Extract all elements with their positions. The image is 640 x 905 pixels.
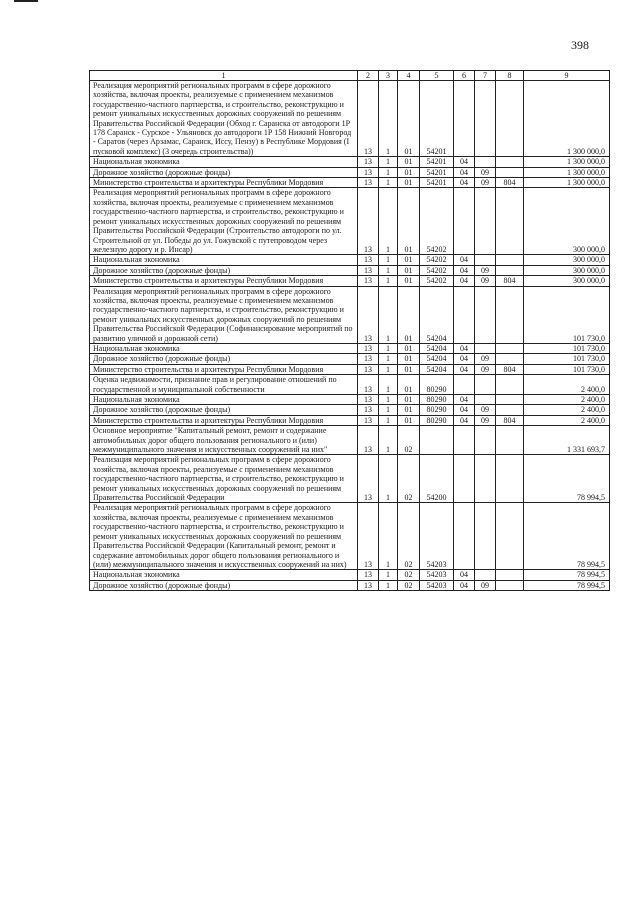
code-cell: 54203 [420,570,454,580]
code-cell [454,286,475,343]
code-cell: 01 [398,265,420,275]
table-row [90,178,610,188]
code-cell: 54200 [420,455,454,503]
description-cell: Реализация мероприятий региональных программ в сфере дорожного хозяйства, включая проекты, реализуемые с применением механизмов государственно-частного партнерства, и строительство, реконструкцию и ремонт уникальных искусственных дорожных сооружений по решениям Правительства Российской Федерации (Обход г. Саранска от автодороги 1Р 178 Саранск - Сурское - Ульяновск до автодороги 1Р 158 Нижний Новгород - Саратов (через Арзамас, Саранск, Иссу, Пензу) в Республике Мордовия (I пусковой комплекс) (3 очередь строительства)) [90,81,358,157]
code-cell [496,426,524,455]
code-cell [496,188,524,255]
code-cell: 13 [358,265,379,275]
code-cell [496,81,524,157]
amount-cell: 2 400,0 [524,395,610,405]
code-cell: 04 [454,167,475,177]
code-cell: 1 [379,503,398,570]
code-cell: 02 [398,426,420,455]
amount-cell: 300 000,0 [524,276,610,286]
code-cell: 09 [475,415,496,425]
code-cell: 13 [358,276,379,286]
description-cell: Национальная экономика [90,343,358,353]
code-cell: 01 [398,276,420,286]
code-cell: 04 [454,405,475,415]
amount-cell: 300 000,0 [524,255,610,265]
code-cell: 04 [454,343,475,353]
table-row [90,426,610,455]
header-cell: 9 [524,71,610,81]
code-cell: 54204 [420,364,454,374]
code-cell: 04 [454,364,475,374]
code-cell [475,395,496,405]
code-cell [496,455,524,503]
header-cell: 4 [398,71,420,81]
code-cell: 13 [358,455,379,503]
code-cell: 01 [398,405,420,415]
code-cell: 02 [398,570,420,580]
code-cell [454,426,475,455]
code-cell: 02 [398,455,420,503]
code-cell: 1 [379,580,398,590]
amount-cell: 2 400,0 [524,375,610,395]
code-cell [475,188,496,255]
table-row [90,354,610,364]
code-cell: 1 [379,255,398,265]
code-cell: 01 [398,395,420,405]
code-cell: 13 [358,167,379,177]
code-cell: 09 [475,354,496,364]
code-cell: 1 [379,178,398,188]
code-cell [496,375,524,395]
header-row [90,71,610,81]
amount-cell: 1 300 000,0 [524,178,610,188]
description-cell: Министерство строительства и архитектуры Республики Мордовия [90,415,358,425]
table-row [90,364,610,374]
table-row [90,580,610,590]
table-row [90,405,610,415]
amount-cell: 101 730,0 [524,364,610,374]
code-cell: 04 [454,255,475,265]
code-cell: 1 [379,188,398,255]
code-cell [454,81,475,157]
code-cell [454,455,475,503]
amount-cell: 1 300 000,0 [524,81,610,157]
amount-cell: 78 994,5 [524,570,610,580]
code-cell: 54201 [420,167,454,177]
table-row [90,415,610,425]
description-cell: Дорожное хозяйство (дорожные фонды) [90,167,358,177]
code-cell: 13 [358,364,379,374]
table-row [90,167,610,177]
description-cell: Национальная экономика [90,157,358,167]
header-cell: 5 [420,71,454,81]
header-cell: 8 [496,71,524,81]
code-cell: 13 [358,157,379,167]
code-cell: 13 [358,188,379,255]
code-cell: 80290 [420,395,454,405]
table-row [90,188,610,255]
code-cell: 01 [398,81,420,157]
amount-cell: 78 994,5 [524,503,610,570]
code-cell [496,255,524,265]
code-cell [454,503,475,570]
code-cell: 1 [379,354,398,364]
code-cell: 04 [454,276,475,286]
header-cell: 6 [454,71,475,81]
code-cell: 13 [358,286,379,343]
code-cell: 54202 [420,188,454,255]
code-cell: 13 [358,426,379,455]
code-cell: 01 [398,375,420,395]
code-cell: 1 [379,265,398,275]
code-cell: 04 [454,415,475,425]
code-cell: 13 [358,503,379,570]
code-cell [496,503,524,570]
code-cell: 80290 [420,375,454,395]
code-cell: 54201 [420,178,454,188]
code-cell: 09 [475,167,496,177]
code-cell: 13 [358,395,379,405]
description-cell: Министерство строительства и архитектуры Республики Мордовия [90,364,358,374]
code-cell: 1 [379,455,398,503]
budget-table [89,70,610,591]
table-row [90,265,610,275]
code-cell: 01 [398,286,420,343]
amount-cell: 101 730,0 [524,343,610,353]
amount-cell: 101 730,0 [524,286,610,343]
code-cell: 02 [398,580,420,590]
code-cell: 804 [496,364,524,374]
code-cell: 804 [496,178,524,188]
description-cell: Дорожное хозяйство (дорожные фонды) [90,405,358,415]
code-cell [475,157,496,167]
header-cell: 7 [475,71,496,81]
table-row [90,503,610,570]
code-cell: 54204 [420,343,454,353]
amount-cell: 1 300 000,0 [524,157,610,167]
code-cell: 01 [398,343,420,353]
code-cell [496,570,524,580]
code-cell: 54201 [420,81,454,157]
code-cell: 01 [398,157,420,167]
code-cell: 54203 [420,503,454,570]
table-row [90,286,610,343]
code-cell: 1 [379,405,398,415]
code-cell [496,354,524,364]
code-cell [496,286,524,343]
code-cell: 1 [379,364,398,374]
amount-cell: 101 730,0 [524,354,610,364]
code-cell: 1 [379,286,398,343]
code-cell: 54203 [420,580,454,590]
code-cell: 54201 [420,157,454,167]
code-cell: 804 [496,276,524,286]
description-cell: Национальная экономика [90,570,358,580]
table-row [90,343,610,353]
description-cell: Национальная экономика [90,255,358,265]
code-cell: 04 [454,157,475,167]
code-cell: 09 [475,364,496,374]
amount-cell: 1 300 000,0 [524,167,610,177]
description-cell: Министерство строительства и архитектуры Республики Мордовия [90,178,358,188]
code-cell: 1 [379,395,398,405]
code-cell: 804 [496,415,524,425]
code-cell [475,81,496,157]
description-cell: Реализация мероприятий региональных программ в сфере дорожного хозяйства, включая проекты, реализуемые с применением механизмов государственно-частного партнерства, и строительство, реконструкцию и ремонт уникальных искусственных дорожных сооружений по решениям Правительства Российской Федерации (Строительство автодороги по ул. Строительной от ул. Победы до ул. Гожувской с путепроводом через железную дорогу и р. Инсар) [90,188,358,255]
code-cell: 13 [358,580,379,590]
code-cell: 1 [379,81,398,157]
table-row [90,375,610,395]
code-cell [475,426,496,455]
code-cell: 1 [379,570,398,580]
code-cell [496,395,524,405]
code-cell: 80290 [420,415,454,425]
description-cell: Дорожное хозяйство (дорожные фонды) [90,354,358,364]
code-cell: 1 [379,276,398,286]
code-cell: 13 [358,375,379,395]
description-cell: Реализация мероприятий региональных программ в сфере дорожного хозяйства, включая проекты, реализуемые с применением механизмов государственно-частного партнерства, и строительство, реконструкцию и ремонт уникальных искусственных дорожных сооружений по решениям Правительства Российской Федерации (Софинансирование мероприятий по развитию уличной и дорожной сети) [90,286,358,343]
code-cell: 1 [379,415,398,425]
code-cell: 13 [358,81,379,157]
code-cell: 54202 [420,276,454,286]
description-cell: Оценка недвижимости, признание прав и регулирование отношений по государственной и муниципальной собственности [90,375,358,395]
header-cell: 1 [90,71,358,81]
code-cell: 13 [358,415,379,425]
code-cell: 04 [454,570,475,580]
code-cell: 04 [454,395,475,405]
code-cell: 13 [358,255,379,265]
code-cell: 1 [379,157,398,167]
amount-cell: 300 000,0 [524,188,610,255]
code-cell [475,375,496,395]
table-row [90,395,610,405]
code-cell: 09 [475,178,496,188]
code-cell: 13 [358,405,379,415]
code-cell: 02 [398,503,420,570]
header-cell: 2 [358,71,379,81]
code-cell: 54204 [420,354,454,364]
code-cell: 1 [379,343,398,353]
code-cell: 01 [398,178,420,188]
description-cell: Дорожное хозяйство (дорожные фонды) [90,265,358,275]
code-cell [496,157,524,167]
amount-cell: 1 331 693,7 [524,426,610,455]
code-cell: 01 [398,255,420,265]
code-cell: 1 [379,167,398,177]
code-cell: 04 [454,178,475,188]
amount-cell: 2 400,0 [524,415,610,425]
code-cell [475,455,496,503]
code-cell: 09 [475,276,496,286]
code-cell: 04 [454,580,475,590]
table-row [90,157,610,167]
code-cell [420,426,454,455]
code-cell: 13 [358,343,379,353]
code-cell: 01 [398,167,420,177]
code-cell: 09 [475,405,496,415]
code-cell: 80290 [420,405,454,415]
description-cell: Министерство строительства и архитектуры Республики Мордовия [90,276,358,286]
description-cell: Реализация мероприятий региональных программ в сфере дорожного хозяйства, включая проекты, реализуемые с применением механизмов государственно-частного партнерства, и строительство, реконструкцию и ремонт уникальных искусственных дорожных сооружений по решениям Правительства Российской Федерации (Капитальный ремонт, ремонт и содержание автомобильных дорог общего пользования регионального и (или) межмуниципального значения и искусственных сооружений на них) [90,503,358,570]
code-cell: 09 [475,265,496,275]
code-cell [475,286,496,343]
header-cell: 3 [379,71,398,81]
table-row [90,255,610,265]
code-cell [496,343,524,353]
code-cell [475,255,496,265]
code-cell: 54202 [420,265,454,275]
code-cell [475,570,496,580]
code-cell: 13 [358,570,379,580]
code-cell: 01 [398,364,420,374]
amount-cell: 78 994,5 [524,455,610,503]
code-cell [496,265,524,275]
description-cell: Реализация мероприятий региональных программ в сфере дорожного хозяйства, включая проекты, реализуемые с применением механизмов государственно-частного партнерства, и строительство, реконструкцию и ремонт уникальных искусственных дорожных сооружений по решениям Правительства Российской Федерации [90,455,358,503]
amount-cell: 78 994,5 [524,580,610,590]
code-cell: 01 [398,354,420,364]
code-cell [496,405,524,415]
code-cell: 1 [379,375,398,395]
code-cell [475,503,496,570]
table-row [90,81,610,157]
code-cell [454,188,475,255]
code-cell: 13 [358,354,379,364]
description-cell: Дорожное хозяйство (дорожные фонды) [90,580,358,590]
code-cell: 54202 [420,255,454,265]
description-cell: Основное мероприятие "Капитальный ремонт, ремонт и содержание автомобильных дорог общего пользования регионального и (или) межмуниципального значения и искусственных сооружений на них" [90,426,358,455]
code-cell [496,580,524,590]
code-cell: 01 [398,415,420,425]
code-cell: 01 [398,188,420,255]
table-row [90,570,610,580]
table-row [90,455,610,503]
code-cell: 1 [379,426,398,455]
code-cell: 09 [475,580,496,590]
code-cell: 13 [358,178,379,188]
amount-cell: 300 000,0 [524,265,610,275]
code-cell: 04 [454,354,475,364]
description-cell: Национальная экономика [90,395,358,405]
page-corner-mark [14,0,38,2]
page-number: 398 [571,38,589,52]
code-cell [475,343,496,353]
code-cell: 04 [454,265,475,275]
code-cell [496,167,524,177]
amount-cell: 2 400,0 [524,405,610,415]
code-cell [454,375,475,395]
code-cell: 54204 [420,286,454,343]
table-row [90,276,610,286]
